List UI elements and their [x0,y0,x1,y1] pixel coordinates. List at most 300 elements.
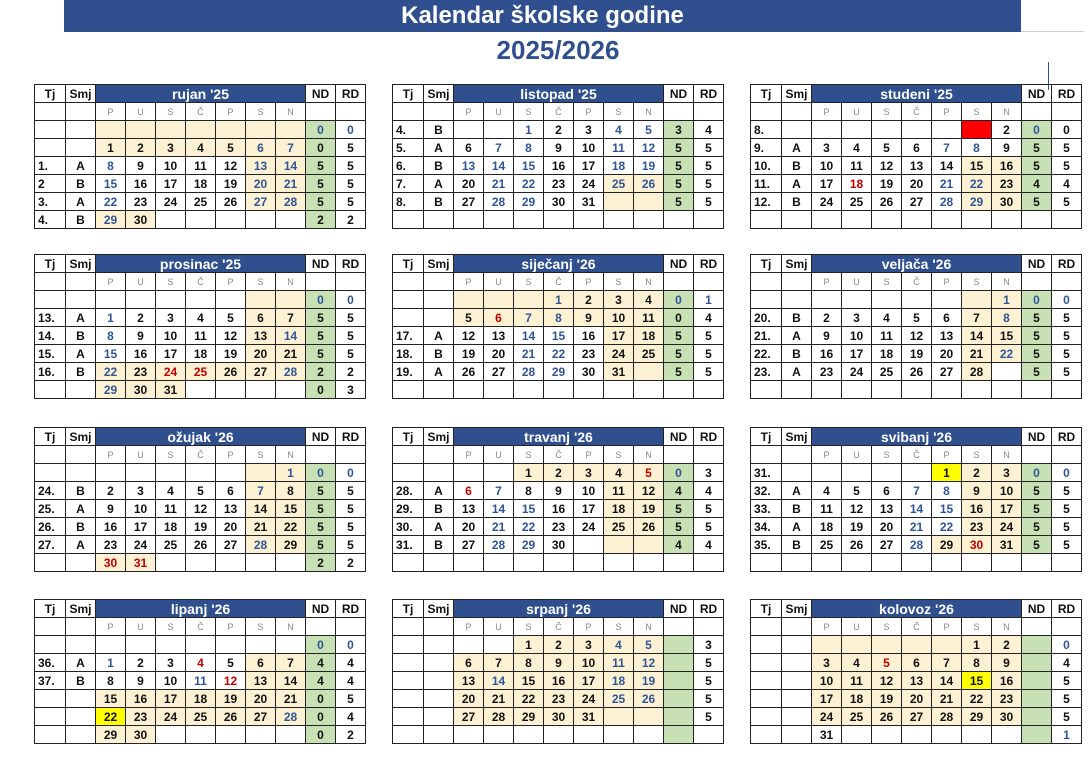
day-cell: 17 [604,327,634,345]
shift-letter: B [66,175,96,193]
day-cell: 19 [186,518,216,536]
day-cell [514,381,544,399]
day-cell: 19 [634,500,664,518]
day-cell [634,363,664,381]
day-cell: 18 [186,175,216,193]
nd-count [664,211,694,229]
day-cell: 26 [872,708,902,726]
shift-letter [66,690,96,708]
day-cell: 3 [992,464,1022,482]
week-number: 2 [35,175,66,193]
day-letter: P [932,618,962,636]
day-cell [544,726,574,744]
day-cell: 28 [962,363,992,381]
day-cell: 21 [514,345,544,363]
month-table [34,599,366,744]
shift-letter: B [66,363,96,381]
week-row [393,363,724,381]
day-cell: 19 [842,518,872,536]
nd-count: 5 [306,157,336,175]
week-number: 37. [35,672,66,690]
day-letter: P [454,446,484,464]
shift-letter: A [782,482,812,500]
rd-count [694,381,724,399]
day-cell [246,554,276,572]
day-cell: 15 [514,157,544,175]
day-cell: 29 [96,726,126,744]
day-letter: N [634,103,664,121]
nd-count: 5 [306,482,336,500]
nd-count: 0 [1022,121,1052,139]
day-cell: 15 [96,175,126,193]
day-cell [812,554,842,572]
week-number: 22. [751,345,782,363]
day-cell: 4 [186,309,216,327]
day-letter: S [872,446,902,464]
day-cell: 30 [574,363,604,381]
day-cell: 13 [246,327,276,345]
day-cell: 1 [544,291,574,309]
col-header-smj: Smj [424,255,454,273]
week-number: 16. [35,363,66,381]
week-number: 29. [393,500,424,518]
rd-count: 4 [694,536,724,554]
shift-letter: B [424,500,454,518]
day-cell: 1 [96,309,126,327]
day-cell [932,636,962,654]
rd-count: 5 [1052,139,1082,157]
shift-letter: A [782,327,812,345]
week-number [751,690,782,708]
day-letter: U [126,103,156,121]
day-cell: 19 [454,345,484,363]
shift-letter [782,726,812,744]
week-number [751,381,782,399]
day-cell: 17 [574,672,604,690]
col-header-rd: RD [1052,428,1082,446]
blank-cell [694,103,724,121]
day-cell: 29 [514,536,544,554]
day-cell [126,291,156,309]
day-cell: 26 [872,193,902,211]
day-cell [902,554,932,572]
month-table [750,254,1082,399]
rd-count: 5 [336,309,366,327]
day-cell: 13 [484,327,514,345]
day-cell: 12 [216,157,246,175]
day-cell [932,726,962,744]
month-table [392,254,724,399]
day-letter: U [484,103,514,121]
day-cell [246,381,276,399]
day-cell [186,726,216,744]
day-cell [454,291,484,309]
nd-count: 5 [664,345,694,363]
day-cell [484,464,514,482]
day-cell: 21 [276,690,306,708]
day-cell [246,726,276,744]
day-cell [216,211,246,229]
nd-count: 5 [664,518,694,536]
week-row [393,518,724,536]
day-cell: 17 [574,157,604,175]
blank-cell [336,446,366,464]
nd-count: 5 [1022,518,1052,536]
week-number [751,654,782,672]
day-cell: 9 [126,327,156,345]
day-cell: 5 [872,139,902,157]
day-cell: 29 [544,363,574,381]
week-number: 15. [35,345,66,363]
day-cell: 22 [992,345,1022,363]
day-cell: 8 [992,309,1022,327]
day-cell: 15 [96,345,126,363]
month-table [34,427,366,572]
week-number [751,708,782,726]
day-cell [186,554,216,572]
day-cell: 15 [276,500,306,518]
day-letter: Č [902,103,932,121]
day-cell [246,121,276,139]
col-header-tj: Tj [751,600,782,618]
rd-count: 4 [1052,175,1082,193]
day-cell [604,536,634,554]
day-cell [96,291,126,309]
day-cell [126,464,156,482]
day-cell: 8 [544,309,574,327]
rd-count: 5 [336,690,366,708]
day-cell: 29 [932,536,962,554]
col-header-tj: Tj [35,428,66,446]
day-cell: 28 [902,536,932,554]
day-letter: S [872,273,902,291]
month-table [750,427,1082,572]
day-letter: N [634,273,664,291]
day-cell: 17 [156,345,186,363]
week-number [393,708,424,726]
col-header-smj: Smj [782,255,812,273]
rd-count: 5 [1052,482,1082,500]
day-cell: 25 [156,536,186,554]
nd-count: 3 [664,121,694,139]
day-cell: 16 [96,518,126,536]
day-cell: 1 [992,291,1022,309]
week-number [35,554,66,572]
week-row [35,309,366,327]
day-cell: 5 [634,636,664,654]
blank-cell [35,103,66,121]
rd-count: 5 [336,193,366,211]
week-row [35,175,366,193]
day-cell: 12 [216,672,246,690]
month-name: travanj '26 [454,428,664,446]
shift-letter [424,708,454,726]
day-cell: 10 [842,327,872,345]
day-cell: 31 [574,193,604,211]
day-cell: 20 [872,518,902,536]
day-cell [932,291,962,309]
week-row [393,175,724,193]
day-cell [842,726,872,744]
day-cell: 31 [604,363,634,381]
day-cell: 30 [992,193,1022,211]
day-letter: P [216,273,246,291]
page-subtitle: 2025/2026 [496,35,620,65]
day-cell [992,554,1022,572]
nd-count [664,672,694,690]
day-cell: 5 [872,654,902,672]
shift-letter: A [782,175,812,193]
day-cell: 25 [604,518,634,536]
shift-letter: B [66,482,96,500]
month-name: listopad '25 [454,85,664,103]
week-number [393,309,424,327]
day-letter: P [932,103,962,121]
shift-letter: A [66,500,96,518]
day-cell: 18 [604,672,634,690]
week-row [751,291,1082,309]
day-cell: 16 [126,345,156,363]
week-number: 3. [35,193,66,211]
week-number [393,726,424,744]
day-cell: 24 [812,708,842,726]
day-cell: 25 [842,193,872,211]
day-cell: 22 [96,193,126,211]
day-cell: 3 [812,654,842,672]
day-cell: 23 [126,708,156,726]
day-cell: 8 [514,654,544,672]
day-cell: 12 [872,157,902,175]
shift-letter: B [66,211,96,229]
shift-letter: A [782,518,812,536]
day-cell: 27 [216,536,246,554]
day-letter: P [454,103,484,121]
day-cell: 7 [276,139,306,157]
day-cell: 23 [962,518,992,536]
rd-count: 5 [694,708,724,726]
nd-count: 5 [306,500,336,518]
col-header-rd: RD [1052,255,1082,273]
rd-count: 5 [694,500,724,518]
day-letter: N [276,618,306,636]
col-header-smj: Smj [424,600,454,618]
day-cell: 29 [96,381,126,399]
nd-count: 0 [306,464,336,482]
day-letter: Č [186,103,216,121]
shift-letter: B [424,157,454,175]
col-header-tj: Tj [35,600,66,618]
day-cell: 20 [216,518,246,536]
shift-letter [782,654,812,672]
day-cell [872,554,902,572]
week-number: 35. [751,536,782,554]
rd-count: 5 [336,327,366,345]
month-name: ožujak '26 [96,428,306,446]
day-cell: 18 [156,518,186,536]
day-cell: 23 [544,690,574,708]
day-cell [484,554,514,572]
day-cell: 14 [276,672,306,690]
nd-count: 5 [306,193,336,211]
week-row [751,518,1082,536]
week-number [393,554,424,572]
day-cell: 13 [246,157,276,175]
day-letter: N [276,446,306,464]
nd-count [1022,654,1052,672]
col-header-tj: Tj [35,85,66,103]
blank-cell [782,103,812,121]
month-name: lipanj '26 [96,600,306,618]
day-cell: 10 [992,482,1022,500]
day-cell: 28 [276,193,306,211]
week-number: 31. [751,464,782,482]
col-header-tj: Tj [393,85,424,103]
day-cell: 7 [276,309,306,327]
col-header-tj: Tj [393,600,424,618]
rd-count: 3 [694,464,724,482]
blank-cell [306,446,336,464]
day-letter: S [156,103,186,121]
nd-count: 0 [306,121,336,139]
week-row [751,175,1082,193]
shift-letter [782,636,812,654]
week-row [393,464,724,482]
month-table [34,254,366,399]
rd-count: 4 [1052,654,1082,672]
day-cell: 5 [634,464,664,482]
week-row [35,464,366,482]
day-cell: 26 [842,536,872,554]
week-number [393,672,424,690]
day-cell [812,291,842,309]
day-cell: 22 [932,518,962,536]
rd-count: 3 [694,636,724,654]
day-cell: 2 [544,636,574,654]
nd-count [1022,726,1052,744]
day-cell: 19 [216,345,246,363]
day-cell: 10 [574,654,604,672]
day-cell [872,464,902,482]
day-cell: 29 [96,211,126,229]
day-letter: N [992,446,1022,464]
day-cell: 10 [604,309,634,327]
week-row [393,121,724,139]
day-cell: 20 [246,690,276,708]
day-cell [992,363,1022,381]
rd-count: 5 [1052,157,1082,175]
day-cell: 3 [574,121,604,139]
week-row [393,157,724,175]
nd-count: 2 [306,363,336,381]
nd-count: 0 [1022,291,1052,309]
day-cell: 17 [812,175,842,193]
week-number: 5. [393,139,424,157]
shift-letter [66,291,96,309]
shift-letter [782,381,812,399]
day-letter: P [216,446,246,464]
shift-letter: A [424,518,454,536]
day-letter: U [484,273,514,291]
day-letter: U [484,618,514,636]
week-row [751,211,1082,229]
day-cell: 5 [216,139,246,157]
week-number [35,726,66,744]
day-cell [604,211,634,229]
day-cell: 16 [126,175,156,193]
day-letter: S [156,273,186,291]
shift-letter: B [66,327,96,345]
day-cell: 19 [872,690,902,708]
shift-letter: A [424,327,454,345]
day-letter: S [156,446,186,464]
day-cell: 7 [514,309,544,327]
shift-letter: B [782,193,812,211]
rd-count: 5 [1052,518,1082,536]
week-row [35,672,366,690]
blank-cell [782,446,812,464]
day-cell: 10 [812,672,842,690]
col-header-rd: RD [694,428,724,446]
week-number [751,291,782,309]
week-row [35,139,366,157]
day-cell: 12 [842,500,872,518]
nd-count [664,690,694,708]
day-cell: 26 [454,363,484,381]
day-cell: 12 [872,672,902,690]
day-cell: 1 [276,464,306,482]
day-cell: 23 [96,536,126,554]
day-cell [962,554,992,572]
blank-cell [1052,103,1082,121]
day-cell: 16 [544,157,574,175]
week-number: 8. [393,193,424,211]
rd-count: 5 [694,157,724,175]
day-cell: 12 [216,327,246,345]
nd-count: 5 [306,309,336,327]
week-row [393,708,724,726]
col-header-tj: Tj [35,255,66,273]
day-letter: S [604,446,634,464]
blank-cell [782,273,812,291]
day-cell [246,291,276,309]
day-cell [276,636,306,654]
week-number [35,636,66,654]
header-divider [1021,31,1084,32]
blank-cell [1022,618,1052,636]
day-cell: 30 [126,381,156,399]
day-cell: 17 [126,518,156,536]
day-cell: 27 [454,193,484,211]
week-row [751,672,1082,690]
col-header-smj: Smj [782,428,812,446]
day-cell [872,211,902,229]
shift-letter [66,726,96,744]
day-cell: 28 [932,193,962,211]
nd-count: 4 [664,482,694,500]
day-cell: 6 [484,309,514,327]
week-row [35,690,366,708]
week-number [35,464,66,482]
day-cell: 23 [544,518,574,536]
week-row [393,672,724,690]
week-number: 19. [393,363,424,381]
shift-letter [782,121,812,139]
week-number: 13. [35,309,66,327]
day-cell: 11 [186,672,216,690]
day-cell [992,381,1022,399]
week-row [35,193,366,211]
day-cell [842,554,872,572]
